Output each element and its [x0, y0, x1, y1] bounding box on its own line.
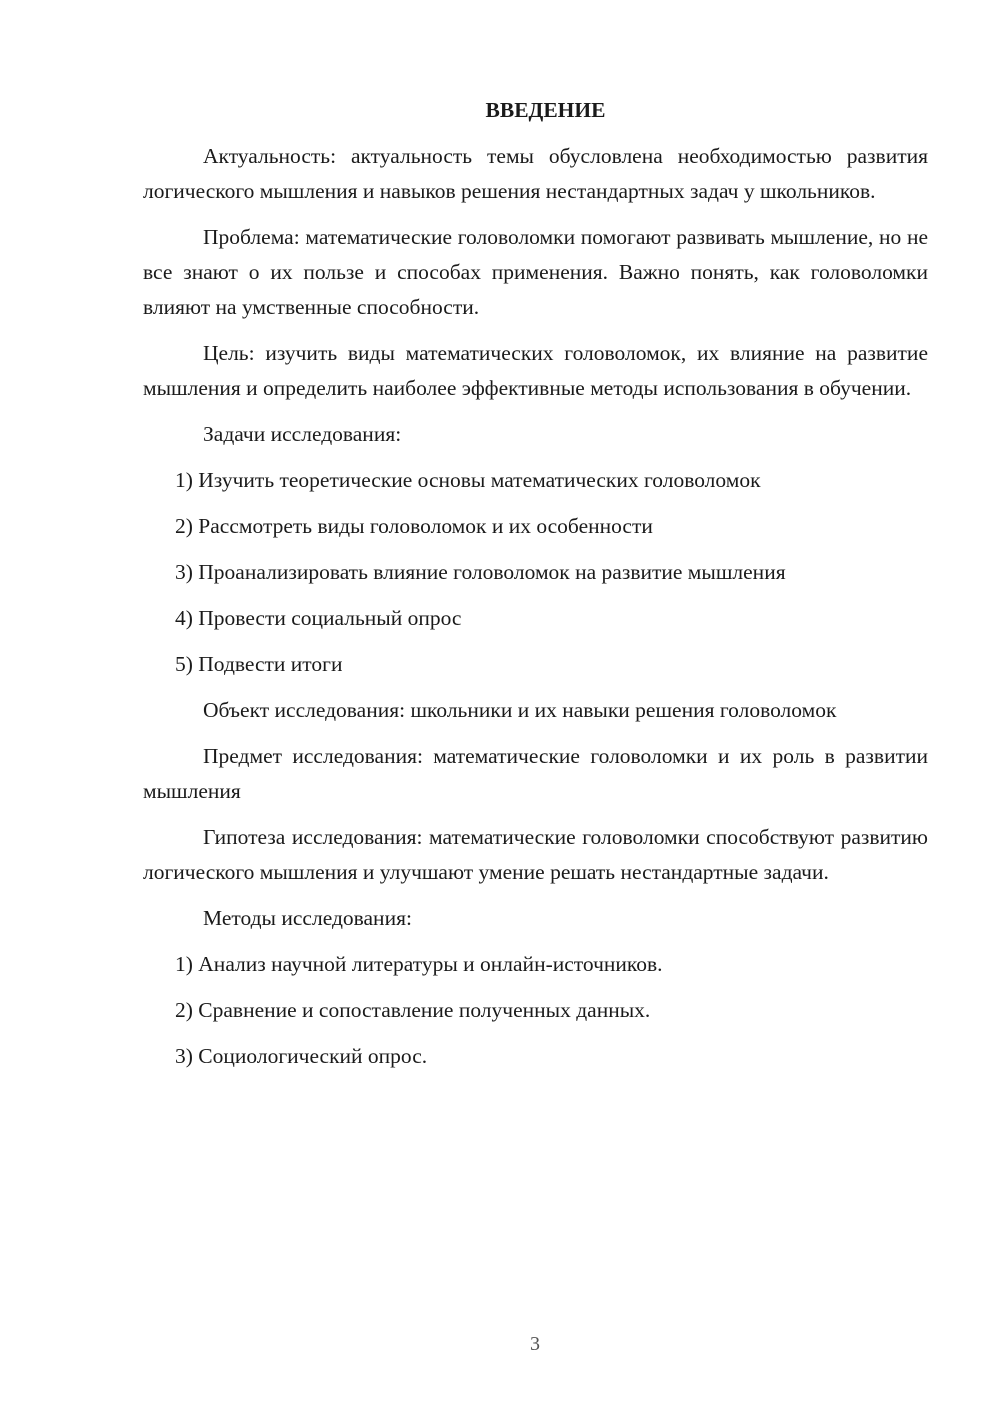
- list-item: 5) Подвести итоги: [175, 652, 343, 676]
- list-item: 1) Анализ научной литературы и онлайн-источников.: [175, 952, 663, 976]
- page-number: 3: [530, 1333, 540, 1355]
- list-item: 2) Сравнение и сопоставление полученных данных.: [175, 998, 651, 1022]
- tasks-list: [143, 463, 928, 682]
- list-item: 3) Социологический опрос.: [175, 1044, 428, 1068]
- methods-heading: Методы исследования:: [203, 906, 412, 930]
- list-item: 1) Изучить теоретические основы математических головоломок: [175, 468, 761, 492]
- list-item: 3) Проанализировать влияние головоломок на развитие мышления: [175, 560, 786, 584]
- tasks-heading: Задачи исследования:: [203, 422, 402, 446]
- list-item: 4) Провести социальный опрос: [175, 606, 462, 630]
- methods-list: [143, 947, 928, 1074]
- problem-paragraph: Проблема: математические головоломки помогают развивать мышление, но не все знают о их пользе и способах применения. Важно понять, как головоломки влияют на умственные способности.: [143, 225, 928, 319]
- relevance-paragraph: Актуальность: актуальность темы обусловлена необходимостью развития логического мышления и навыков решения нестандартных задач у школьников.: [143, 144, 928, 203]
- page-title: ВВЕДЕНИЕ: [485, 98, 606, 122]
- subject-paragraph: Предмет исследования: математические головоломки и их роль в развитии мышления: [143, 744, 928, 803]
- goal-paragraph: Цель: изучить виды математических головоломок, их влияние на развитие мышления и определить наиболее эффективные методы использования в обучении.: [143, 341, 928, 400]
- hypothesis-paragraph: Гипотеза исследования: математические головоломки способствуют развитию логического мышления и улучшают умение решать нестандартные задачи.: [143, 825, 928, 884]
- page-body: [143, 93, 928, 1085]
- list-item: 2) Рассмотреть виды головоломок и их особенности: [175, 514, 653, 538]
- object-paragraph: Объект исследования: школьники и их навыки решения головоломок: [203, 698, 837, 722]
